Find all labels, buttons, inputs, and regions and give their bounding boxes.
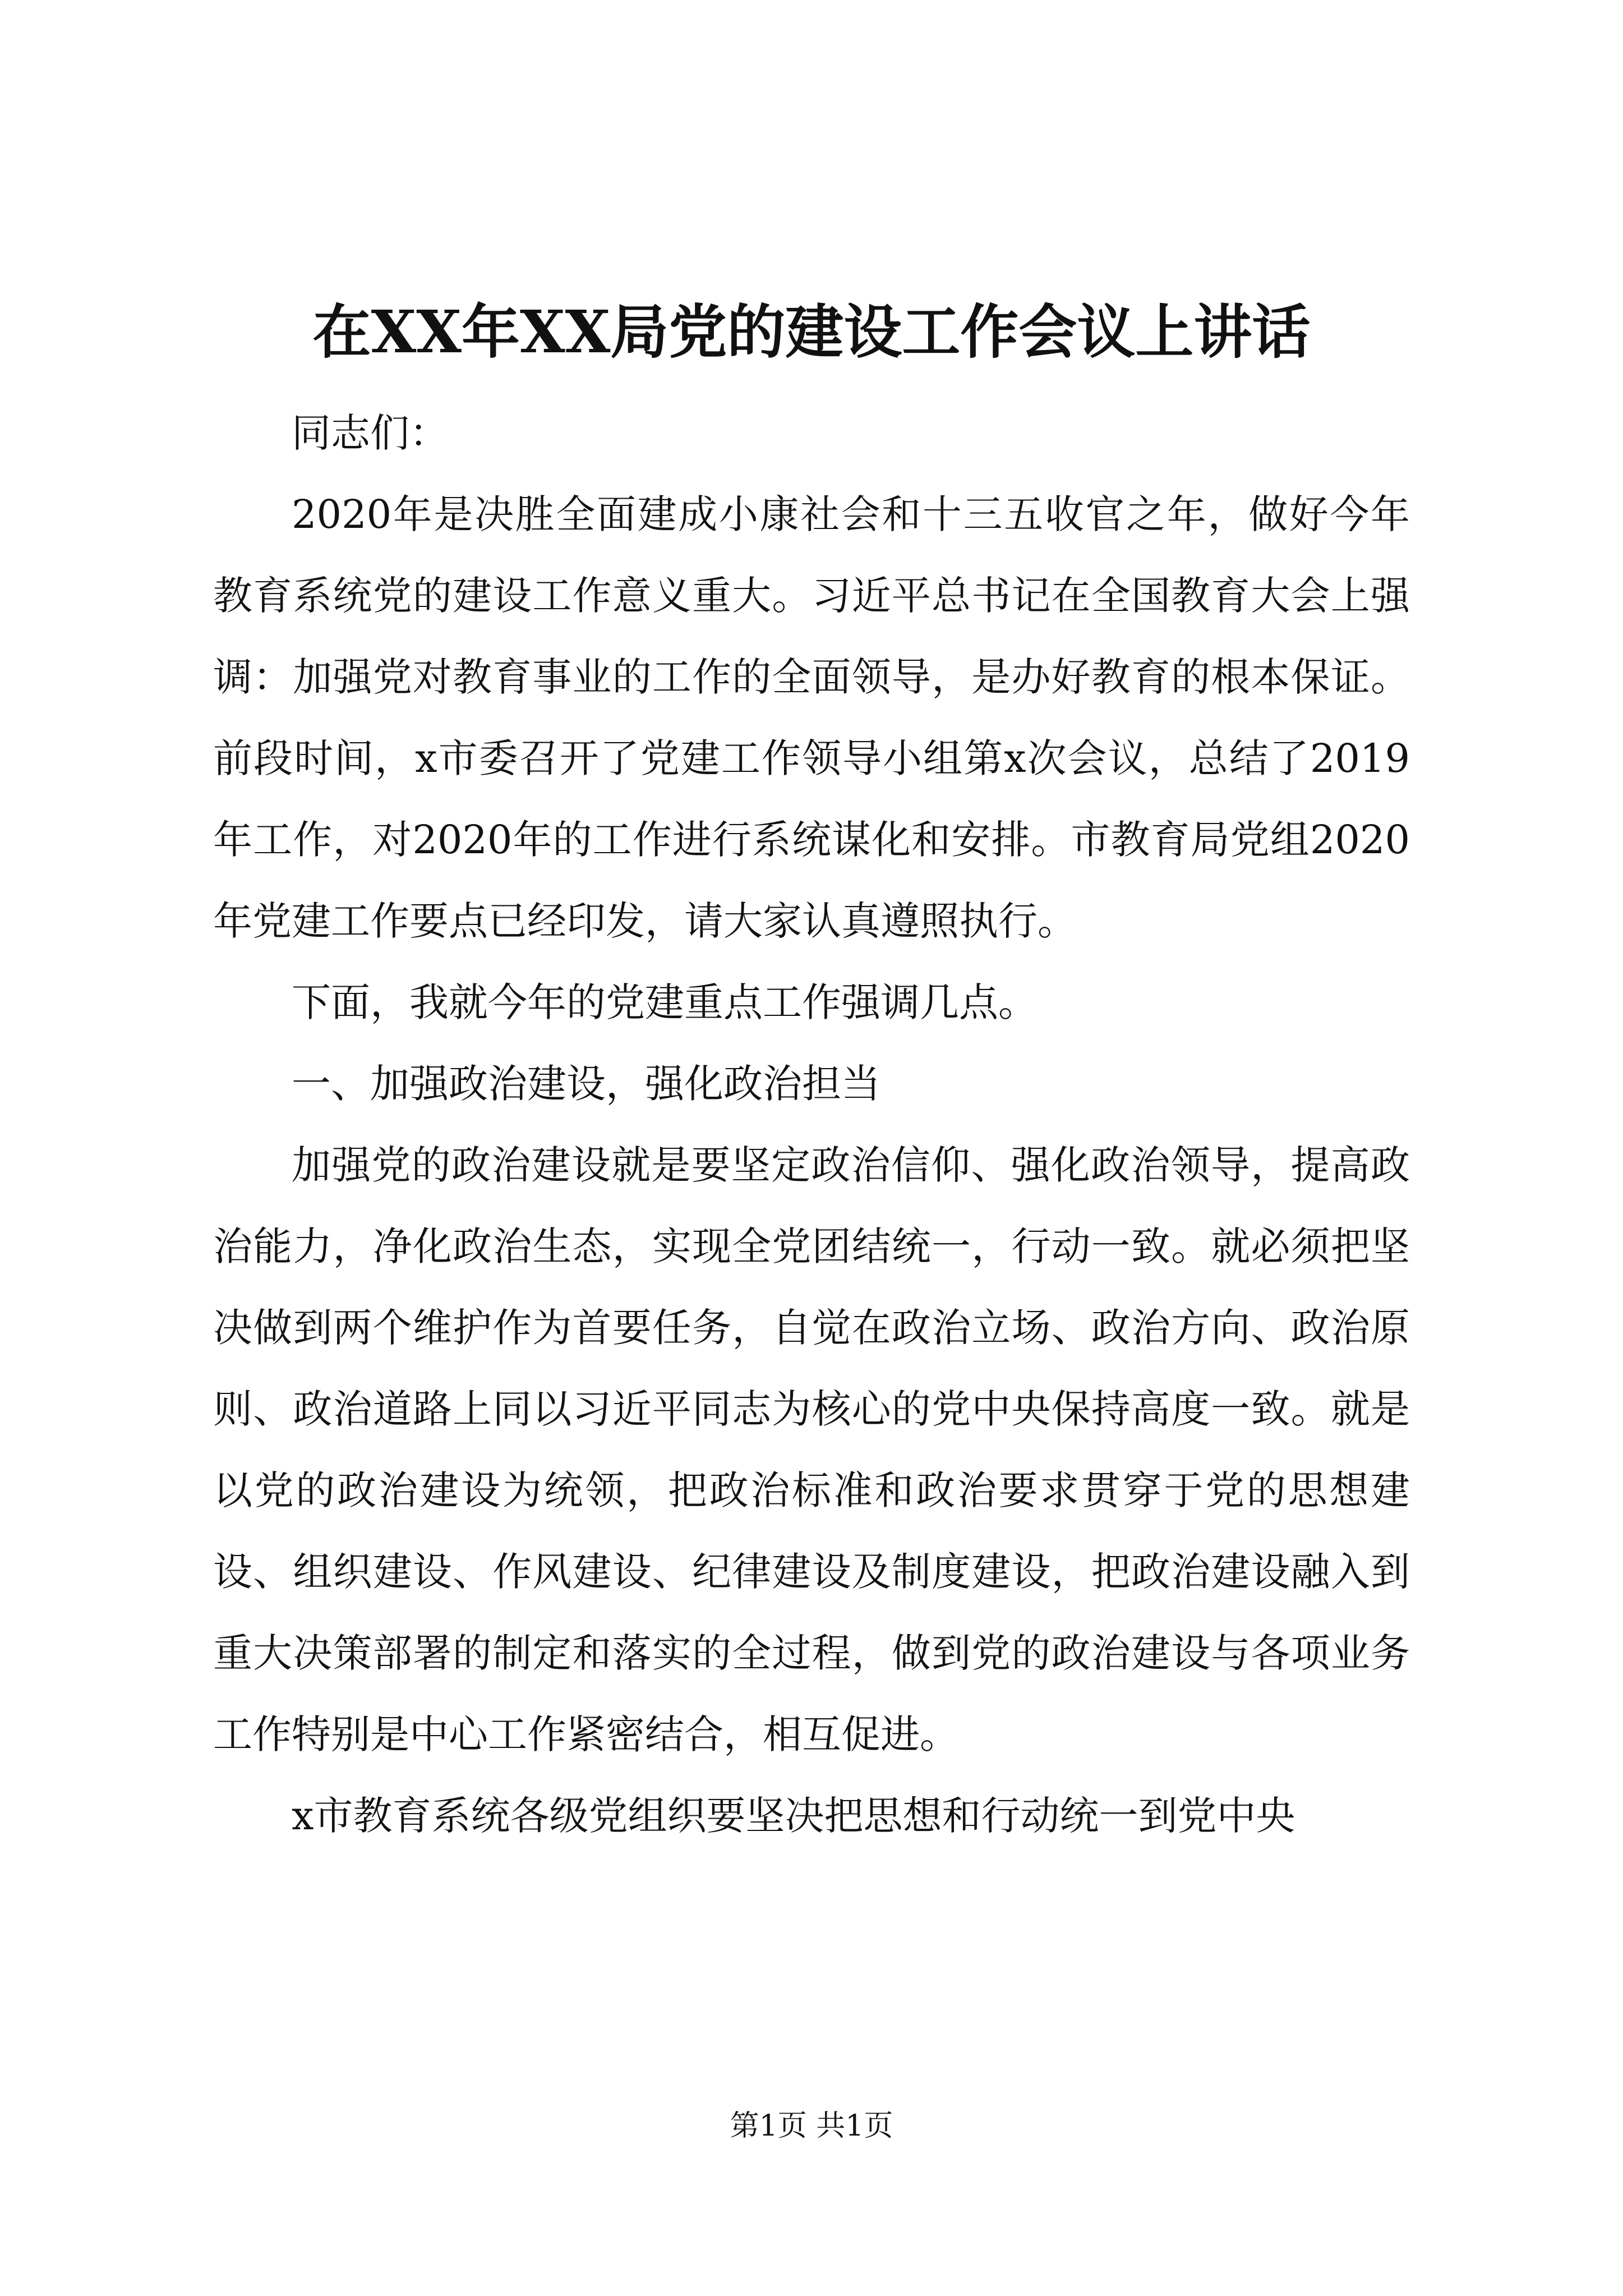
document-body [213, 393, 1410, 1857]
section-heading-1: 一、加强政治建设，强化政治担当 [292, 1061, 880, 1107]
paragraph-transition: 下面，我就今年的党建重点工作强调几点。 [292, 979, 1038, 1025]
paragraph-intro: 2020年是决胜全面建成小康社会和十三五收官之年，做好今年教育系统党的建设工作意义重大。习近平总书记在全国教育大会上强调：加强党对教育事业的工作的全面领导，是办好教育的根本保证。前段时间，x市委召开了党建工作领导小组第x次会议，总结了2019年工作，对2020年的工作进行系统谋化和安排。市教育局党组2020年党建工作要点已经印发，请大家认真遵照执行。 [213, 491, 1410, 944]
salutation: 同志们： [292, 410, 449, 456]
paragraph-continued: x市教育系统各级党组织要坚决把思想和行动统一到党中央 [292, 1793, 1295, 1839]
document-title: 在XX年XX局党的建设工作会议上讲话 [312, 297, 1311, 366]
paragraph-political-building: 加强党的政治建设就是要坚定政治信仰、强化政治领导，提高政治能力，净化政治生态，实现全党团结统一，行动一致。就必须把坚决做到两个维护作为首要任务，自觉在政治立场、政治方向、政治原则、政治道路上同以习近平同志为核心的党中央保持高度一致。就是以党的政治建设为统领，把政治标准和政治要求贯穿于党的思想建设、组织建设、作风建设、纪律建设及制度建设，把政治建设融入到重大决策部署的制定和落实的全过程，做到党的政治建设与各项业务工作特别是中心工作紧密结合，相互促进。 [213, 1142, 1410, 1757]
page-footer: 第1页 共1页 [730, 2109, 893, 2143]
